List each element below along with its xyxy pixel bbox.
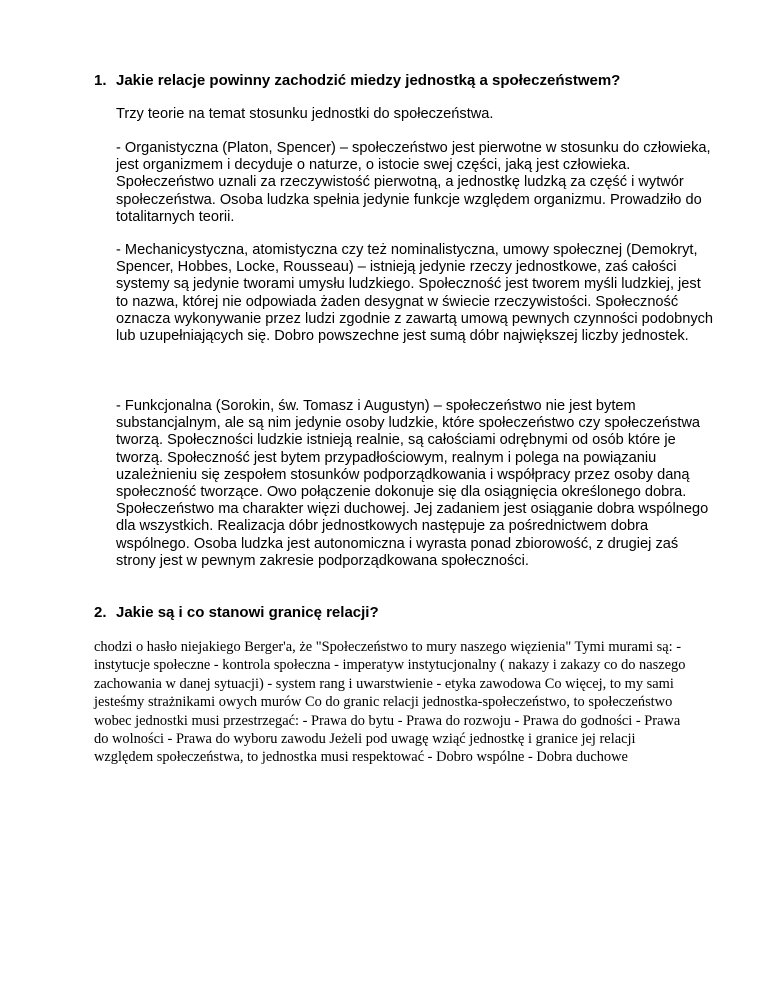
theory-organistic: - Organistyczna (Platon, Spencer) – społeczeństwo jest pierwotne w stosunku do człowieka, jest organizmem i decyduje o naturze, o istocie swej części, jaką jest człowieka. Społeczeństwo uznali za rzeczywistość pierwotną, a jednostkę ludzką za część i wytwór społeczeństwa. Osoba ludzka spełnia jedynie funkcje względem organizmu. Prowadziło do totalitarnych teorii.: [116, 140, 711, 225]
question-2-number: 2.: [94, 604, 107, 621]
question-2-heading: [94, 604, 379, 622]
question-2-body: chodzi o hasło niejakiego Berger'a, że "Społeczeństwo to mury naszego więzienia" Tymi murami są: - instytucje społeczne - kontrola społeczna - imperatyw instytucjonalny ( nakazy i zakazy co do naszego zachowania w danej sytuacji) - system rang i uwarstwienie - etyka zawodowa Co więcej, to my sami jesteśmy strażnikami owych murów Co do granic relacji jednostka-społeczeństwo, to społeczeństwo wobec jednostki musi przestrzegać: - Prawa do bytu - Prawa do rozwoju - Prawa do godności - Prawa do wolności - Prawa do wyboru zawodu Jeżeli pod uwagę wziąć jednostkę i granice jej relacji względem społeczeństwa, to jednostka musi respektować - Dobro wspólne - Dobra duchowe: [94, 639, 686, 766]
question-1-title: Jakie relacje powinny zachodzić miedzy jednostką a społeczeństwem?: [116, 72, 621, 89]
question-1-intro: Trzy teorie na temat stosunku jednostki do społeczeństwa.: [116, 106, 494, 122]
question-2-title: Jakie są i co stanowi granicę relacji?: [116, 604, 379, 621]
question-1-number: 1.: [94, 72, 107, 89]
theory-functional: - Funkcjonalna (Sorokin, św. Tomasz i Augustyn) – społeczeństwo nie jest bytem substancjalnym, ale są nim jedynie osoby ludzkie, które społeczeństwo czy społeczeństwa tworzą. Społeczności ludzkie istnieją realnie, są całościami odrębnymi od osób które je tworzą. Społeczność jest bytem przypadłościowym, realnym i polega na powiązaniu uzależnieniu się zespołem stosunków podporządkowania i współpracy przez osoby daną społeczność tworzące. Owo połączenie dokonuje się dla osiągnięcia określonego dobra. Społeczeństwo ma charakter więzi duchowej. Jej zadaniem jest osiąganie dobra wspólnego dla wszystkich. Realizacja dóbr jednostkowych następuje za pośrednictwem dobra wspólnego. Osoba ludzka jest autonomiczna i wyrasta ponad zbiorowość, z drugiej zaś strony jest w pewnym zakresie podporządkowana społeczności.: [116, 398, 709, 569]
theory-mechanistic: - Mechanicystyczna, atomistyczna czy też nominalistyczna, umowy społecznej (Demokryt, Spencer, Hobbes, Locke, Rousseau) – istnieją jedynie rzeczy jednostkowe, zaś całości systemy są jedynie tworami umysłu ludzkiego. Społeczność jest tworem myśli ludzkiej, jest to nazwa, której nie odpowiada żaden desygnat w świecie rzeczywistości. Społeczność oznacza wykonywanie przez ludzi zgodnie z zawartą umową pewnych czynności podobnych lub uzupełniających się. Dobro powszechne jest sumą dóbr największej liczby jednostek.: [116, 242, 714, 345]
question-1-heading: [94, 72, 620, 90]
